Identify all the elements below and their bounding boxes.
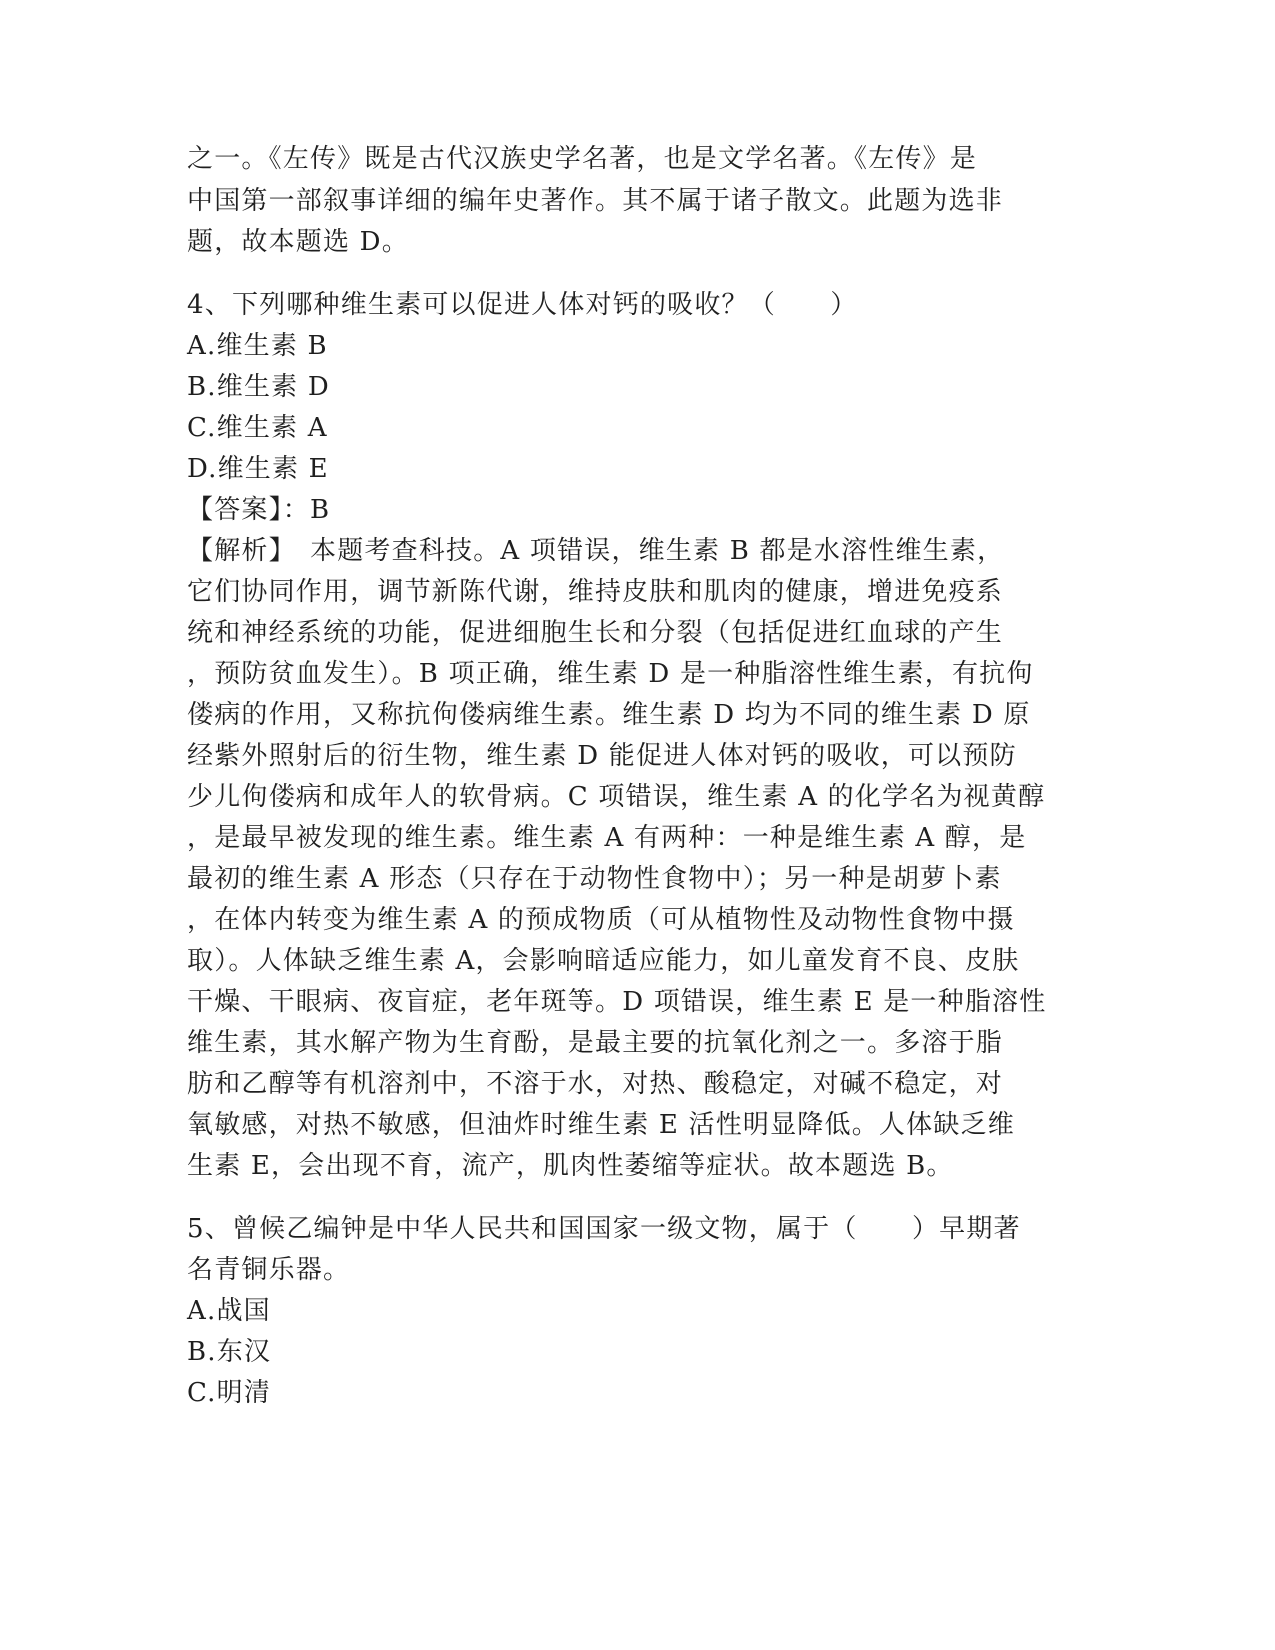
q4-analysis-line: 偻病的作用，又称抗佝偻病维生素。维生素 D 均为不同的维生素 D 原	[187, 700, 1031, 730]
q4-analysis-line: 取）。人体缺乏维生素 A，会影响暗适应能力，如儿童发育不良、皮肤	[187, 946, 1020, 976]
q4-analysis-line: 肪和乙醇等有机溶剂中，不溶于水，对热、酸稳定，对碱不稳定，对	[187, 1069, 1004, 1099]
q4-analysis-line: 干燥、干眼病、夜盲症，老年斑等。D 项错误，维生素 E 是一种脂溶性	[187, 987, 1047, 1017]
q4-analysis-line: 维生素，其水解产物为生育酚，是最主要的抗氧化剂之一。多溶于脂	[187, 1028, 1004, 1058]
q4-analysis-line: 少儿佝偻病和成年人的软骨病。C 项错误，维生素 A 的化学名为视黄醇	[187, 782, 1046, 812]
q4-analysis-line: 它们协同作用，调节新陈代谢，维持皮肤和肌肉的健康，增进免疫系	[187, 577, 1004, 607]
question-4-text: 4、下列哪种维生素可以促进人体对钙的吸收？（ ）	[187, 290, 858, 320]
q4-option-b: B.维生素 D	[187, 372, 330, 402]
q4-option-c: C.维生素 A	[187, 413, 328, 443]
q4-option-a: A.维生素 B	[187, 331, 328, 361]
q4-analysis-line: 生素 E，会出现不育，流产，肌肉性萎缩等症状。故本题选 B。	[187, 1151, 954, 1181]
q5-option-c: C.明清	[187, 1378, 272, 1408]
q4-option-d: D.维生素 E	[187, 454, 329, 484]
q5-option-a: A.战国	[187, 1296, 271, 1326]
q4-analysis-line: ，是最早被发现的维生素。维生素 A 有两种：一种是维生素 A 醇，是	[187, 823, 1027, 853]
q4-analysis-line: 最初的维生素 A 形态（只存在于动物性食物中）；另一种是胡萝卜素	[187, 864, 1002, 894]
paragraph-line: 中国第一部叙事详细的编年史著作。其不属于诸子散文。此题为选非	[187, 186, 1004, 216]
q4-analysis-line: 【解析】 本题考查科技。A 项错误，维生素 B 都是水溶性维生素，	[187, 536, 1005, 566]
q4-answer: 【答案】：B	[187, 495, 331, 525]
q5-option-b: B.东汉	[187, 1337, 272, 1367]
q4-analysis-line: ，预防贫血发生）。B 项正确，维生素 D 是一种脂溶性维生素，有抗佝	[187, 659, 1034, 689]
paragraph-line: 之一。《左传》既是古代汉族史学名著，也是文学名著。《左传》是	[187, 144, 978, 174]
question-5-text: 名青铜乐器。	[187, 1255, 351, 1285]
question-5-text: 5、曾候乙编钟是中华人民共和国国家一级文物，属于（ ）早期著	[187, 1214, 1021, 1244]
q4-analysis-line: 统和神经系统的功能，促进细胞生长和分裂（包括促进红血球的产生	[187, 618, 1004, 648]
q4-analysis-line: 经紫外照射后的衍生物，维生素 D 能促进人体对钙的吸收，可以预防	[187, 741, 1017, 771]
q4-analysis-line: ，在体内转变为维生素 A 的预成物质（可从植物性及动物性食物中摄	[187, 905, 1015, 935]
paragraph-line: 题，故本题选 D。	[187, 227, 409, 257]
q4-analysis-line: 氧敏感，对热不敏感，但油炸时维生素 E 活性明显降低。人体缺乏维	[187, 1110, 1015, 1140]
